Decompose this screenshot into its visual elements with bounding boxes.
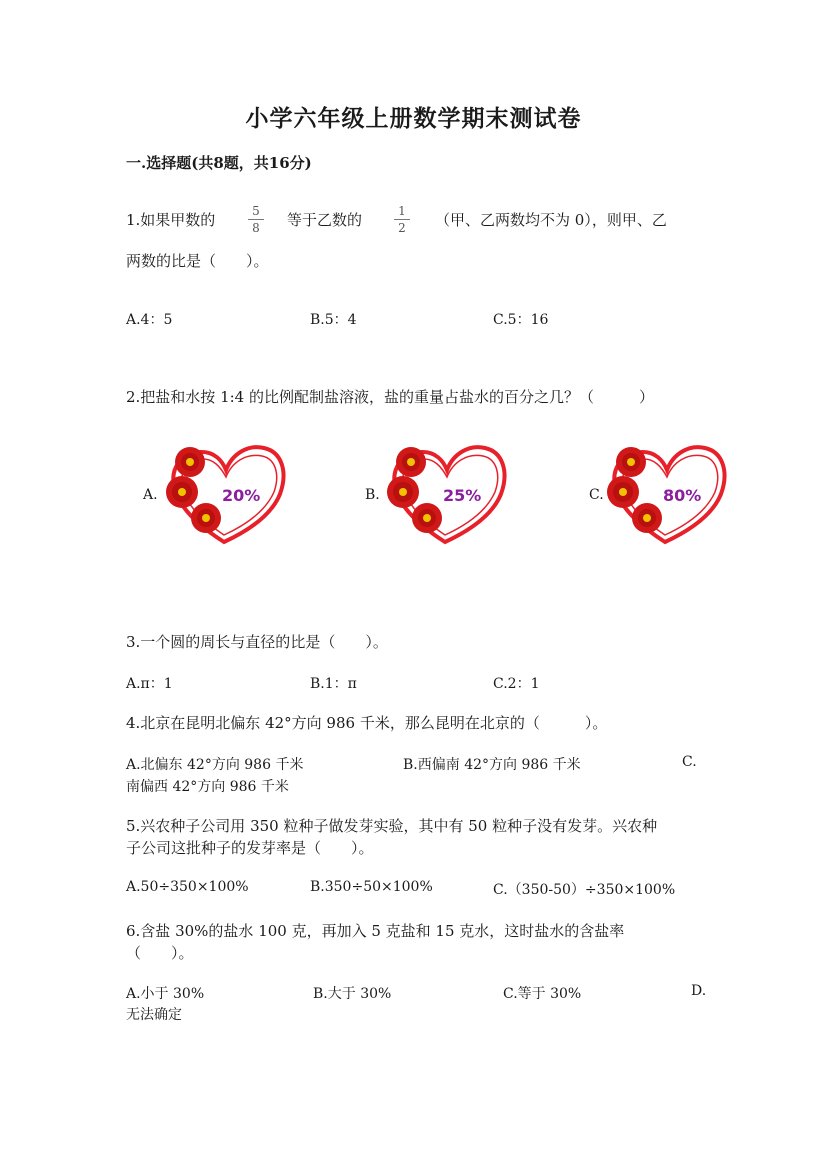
q2-option-b-letter: B. [365, 487, 380, 503]
q1-text-part3: （甲、乙两数均不为 0），则甲、乙 [435, 211, 667, 229]
q5-option-c: C.（350-50）÷350×100% [493, 882, 676, 898]
q6-option-d: D. [691, 983, 707, 999]
q2-option-c-value: 80% [663, 486, 702, 505]
flower-icon [396, 447, 426, 477]
q2-option-a-heart [162, 442, 292, 552]
q6-option-a: A.小于 30% [126, 986, 205, 1002]
page-title: 小学六年级上册数学期末测试卷 [245, 105, 582, 132]
q3-option-b: B.1：π [310, 676, 357, 692]
q1-option-b: B.5：4 [310, 312, 357, 328]
q3-option-c: C.2：1 [493, 676, 540, 692]
q1-option-a: A.4：5 [126, 312, 173, 328]
flower-icon [387, 476, 419, 508]
q1-text-line2: 两数的比是（ ）。 [126, 252, 269, 270]
flower-icon [191, 503, 221, 533]
q1-option-c: C.5：16 [493, 312, 549, 328]
q5-option-a: A.50÷350×100% [126, 879, 249, 895]
q2-option-c-heart [603, 442, 733, 552]
flower-icon [616, 447, 646, 477]
q1-text-part2: 等于乙数的 [287, 211, 363, 229]
heart-flower-icon [162, 442, 292, 548]
q6-option-c: C.等于 30% [503, 986, 582, 1002]
q2-option-c-letter: C. [589, 487, 604, 503]
fraction-denominator: 8 [252, 221, 260, 235]
q2-option-b-heart [383, 442, 513, 552]
q2-option-b-value: 25% [443, 486, 482, 505]
heart-flower-icon [383, 442, 513, 548]
heart-flower-icon [603, 442, 733, 548]
q2-option-a-value: 20% [222, 486, 261, 505]
section-heading: 一.选择题(共8题，共16分) [126, 154, 312, 172]
q6-option-d-text: 无法确定 [126, 1007, 182, 1023]
q2-option-a-letter: A. [143, 487, 158, 503]
q4-option-b: B.西偏南 42°方向 986 千米 [403, 757, 581, 773]
flower-icon [175, 447, 205, 477]
q1-fraction-1-2 [394, 204, 410, 235]
q6-text-line2: （ ）。 [126, 944, 194, 962]
q3-text: 3.一个圆的周长与直径的比是（ ）。 [126, 633, 388, 651]
fraction-numerator: 5 [252, 204, 260, 218]
q4-option-c-text: 南偏西 42°方向 986 千米 [126, 779, 289, 795]
q5-text-line1: 5.兴农种子公司用 350 粒种子做发芽实验，其中有 50 粒种子没有发芽。兴农种 [126, 817, 658, 835]
q6-option-b: B.大于 30% [313, 986, 392, 1002]
q6-text-line1: 6.含盐 30%的盐水 100 克，再加入 5 克盐和 15 克水，这时盐水的含盐率 [126, 922, 625, 940]
q4-option-c: C. [682, 754, 697, 770]
q4-option-a: A.北偏东 42°方向 986 千米 [126, 757, 304, 773]
q1-text-part1: 1.如果甲数的 [126, 211, 216, 229]
flower-icon [607, 476, 639, 508]
flower-icon [166, 476, 198, 508]
q1-fraction-5-8 [248, 204, 264, 235]
fraction-denominator: 2 [398, 221, 406, 235]
q3-option-a: A.π：1 [126, 676, 173, 692]
fraction-numerator: 1 [398, 204, 406, 218]
flower-icon [632, 503, 662, 533]
flower-icon [412, 503, 442, 533]
q5-text-line2: 子公司这批种子的发芽率是（ ）。 [126, 839, 374, 857]
q4-text: 4.北京在昆明北偏东 42°方向 986 千米，那么昆明在北京的（ ）。 [126, 714, 608, 732]
q5-option-b: B.350÷50×100% [310, 879, 433, 895]
q2-text: 2.把盐和水按 1:4 的比例配制盐溶液，盐的重量占盐水的百分之几？（ ） [126, 388, 654, 406]
